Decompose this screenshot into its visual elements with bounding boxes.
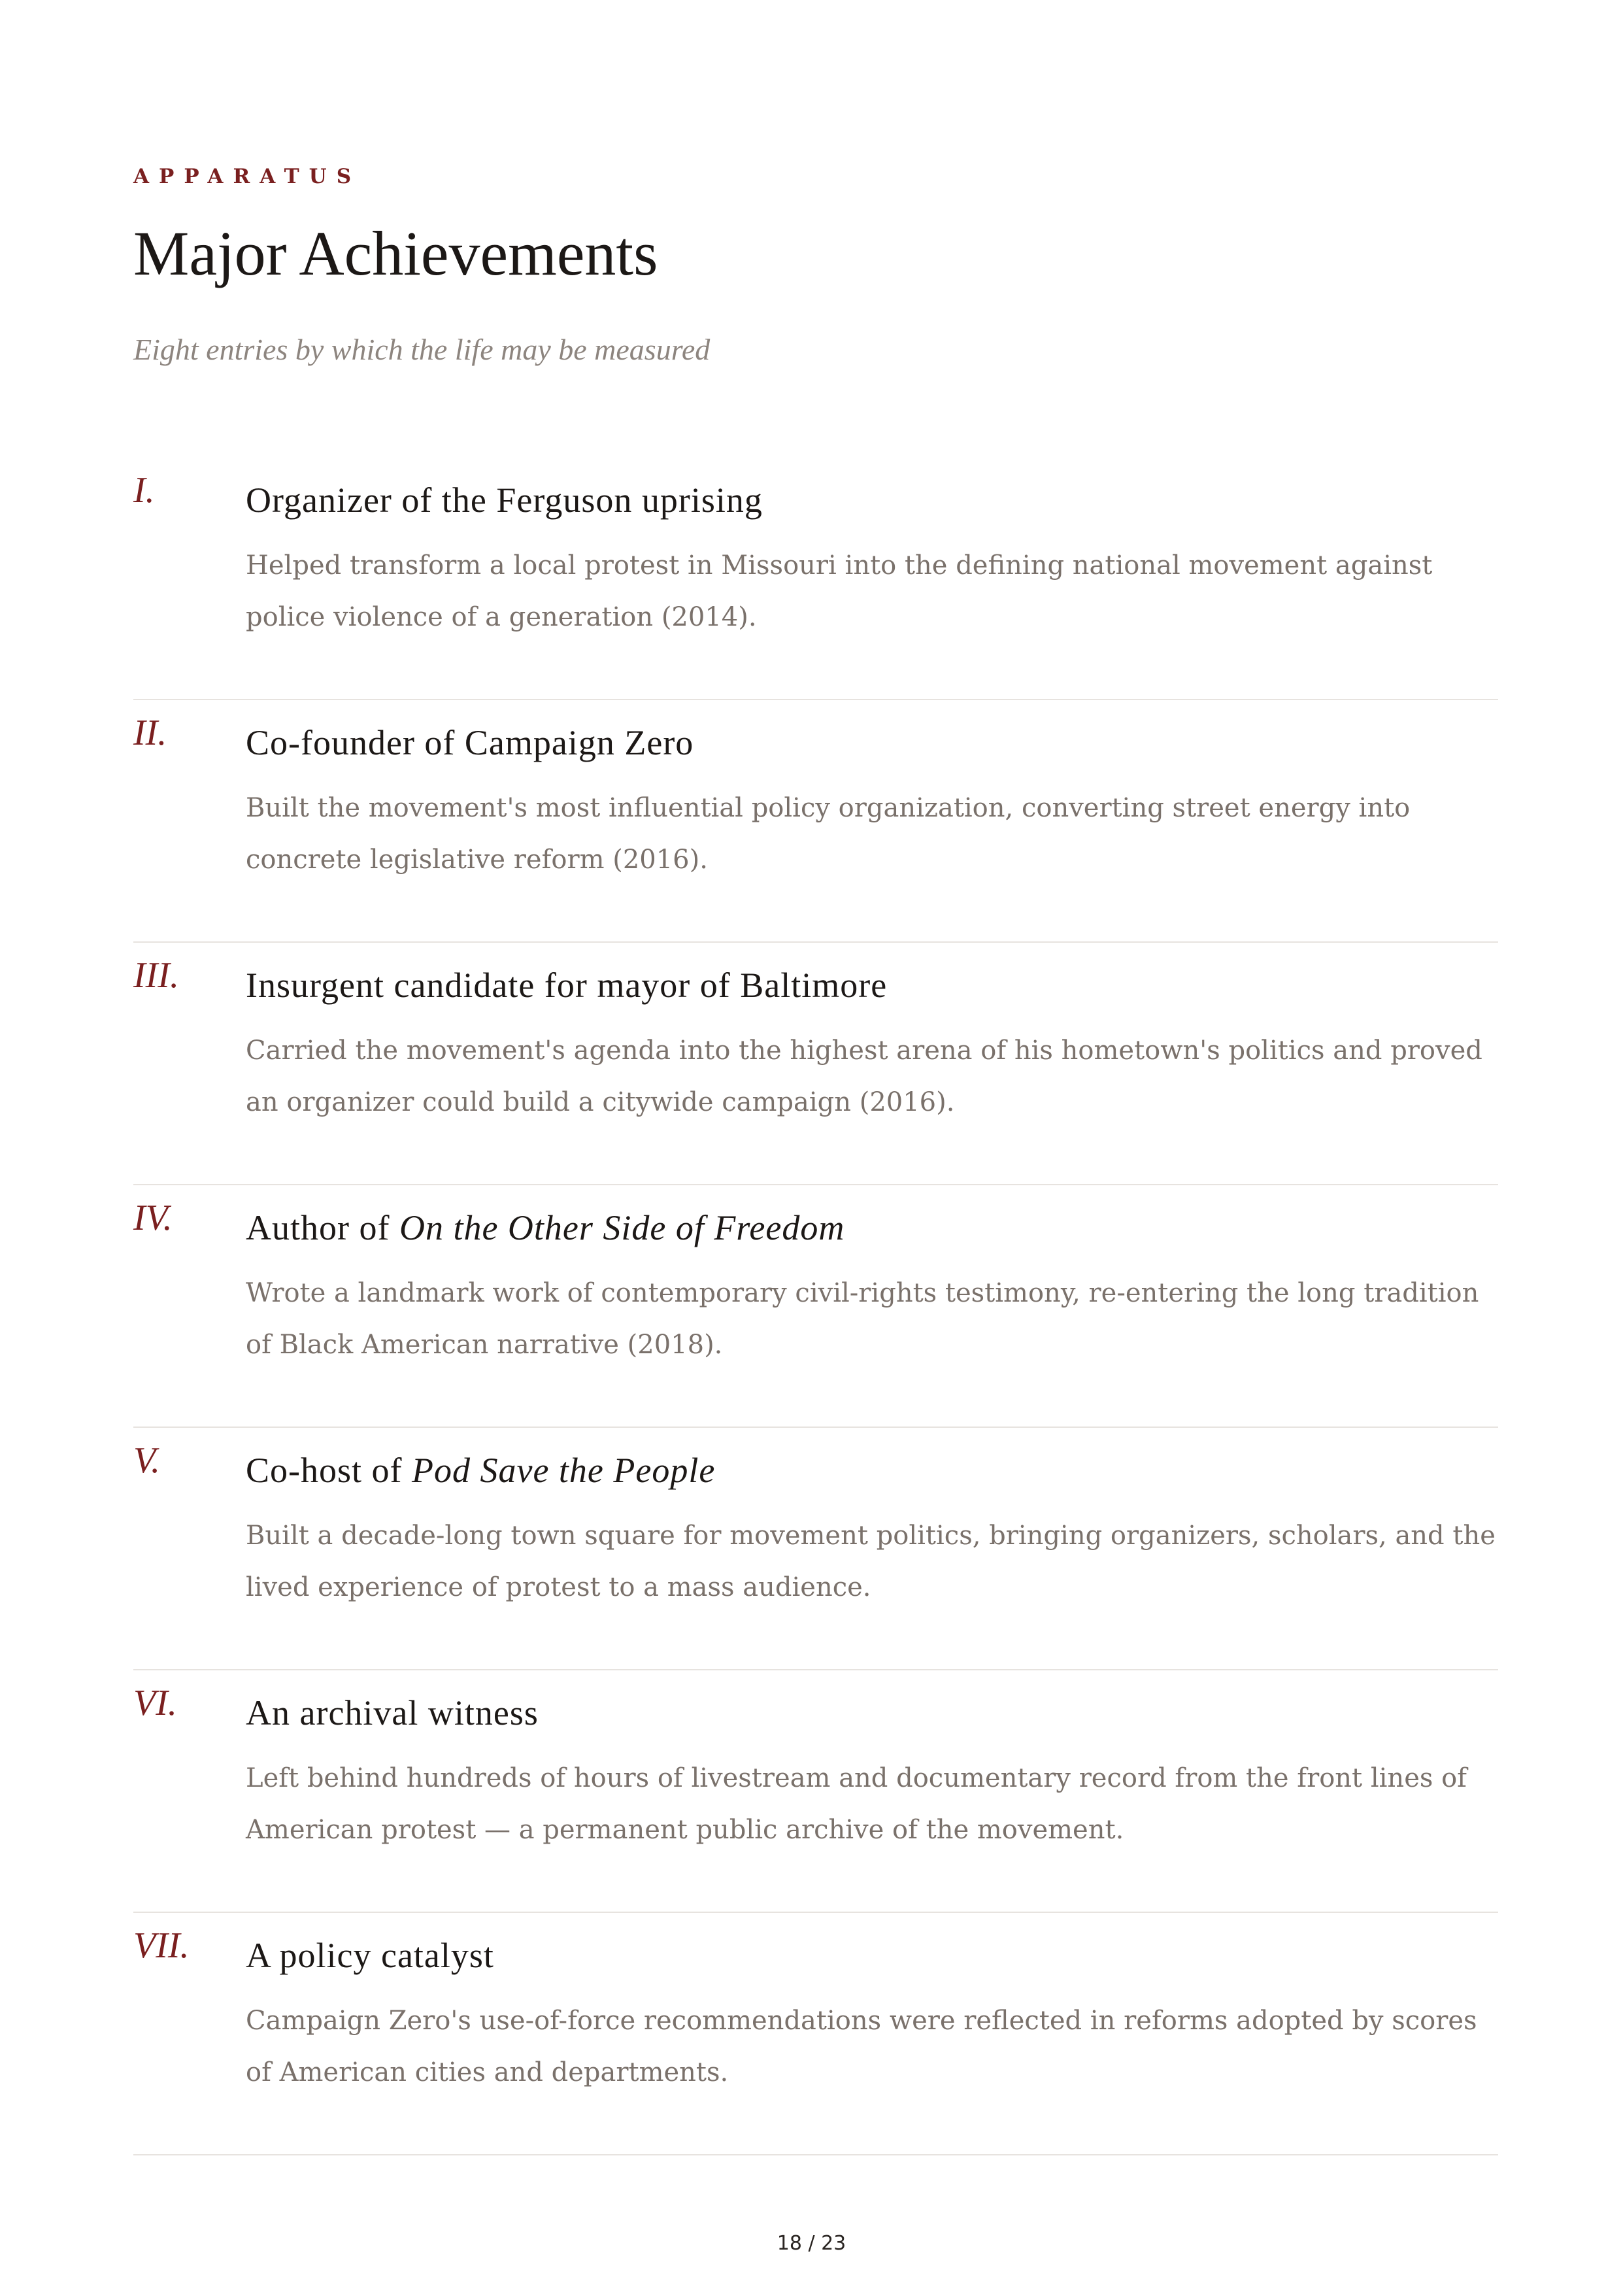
page-subtitle: Eight entries by which the life may be measured	[133, 333, 711, 366]
achievement-entry	[133, 1185, 1498, 1428]
entry-numeral: V.	[133, 1440, 160, 1481]
entry-description: Helped transform a local protest in Missouri into the defining national movement against police violence of a generation (2014).	[246, 550, 1433, 632]
entry-numeral: II.	[133, 713, 167, 753]
entry-title-text: Insurgent candidate for mayor of Baltimore	[246, 966, 888, 1005]
entry-title	[246, 1205, 845, 1251]
entry-description: Campaign Zero's use-of-force recommendations were reflected in reforms adopted by scores of American cities and departments.	[246, 2006, 1477, 2087]
entry-title-italic: On the Other Side of Freedom	[399, 1208, 845, 1247]
entry-title-text: An archival witness	[246, 1693, 539, 1732]
entry-title	[246, 720, 694, 766]
section-eyebrow: APPARATUS	[133, 165, 361, 188]
page-indicator: 18 / 23	[777, 2232, 846, 2255]
entry-numeral: VII.	[133, 1925, 190, 1966]
entry-title-text: Author of	[246, 1208, 399, 1247]
entry-numeral: VI.	[133, 1683, 177, 1723]
achievements-list	[133, 458, 1498, 2155]
entry-description: Left behind hundreds of hours of livestream and documentary record from the front lines of American protest — a permanent public archive of the movement.	[246, 1763, 1467, 1845]
entry-description: Carried the movement's agenda into the highest arena of his hometown's politics and proved an organizer could build a citywide campaign (2016).	[246, 1036, 1482, 1117]
entry-numeral: IV.	[133, 1198, 173, 1238]
entry-title	[246, 1933, 494, 1978]
achievement-entry	[133, 700, 1498, 943]
entry-title-text: Organizer of the Ferguson uprising	[246, 481, 763, 520]
entry-title	[246, 477, 763, 523]
achievement-entry	[133, 1428, 1498, 1670]
entry-description: Wrote a landmark work of contemporary civil-rights testimony, re-entering the long tradition of Black American narrative (2018).	[246, 1278, 1479, 1360]
page-title: Major Achievements	[133, 218, 658, 288]
entry-numeral: I.	[133, 470, 155, 511]
entry-title-text: A policy catalyst	[246, 1936, 494, 1975]
entry-title-text: Co-host of	[246, 1451, 412, 1490]
entry-title-text: Co-founder of Campaign Zero	[246, 723, 694, 762]
entry-title	[246, 962, 887, 1008]
achievement-entry	[133, 1913, 1498, 2155]
entry-title-italic: Pod Save the People	[412, 1451, 716, 1490]
entry-description: Built a decade-long town square for movement politics, bringing organizers, scholars, and the lived experience of protest to a mass audience.	[246, 1521, 1496, 1602]
entry-numeral: III.	[133, 955, 179, 996]
entry-description: Built the movement's most influential policy organization, converting street energy into concrete legislative reform (2016).	[246, 793, 1411, 875]
entry-title	[246, 1690, 539, 1736]
achievement-entry	[133, 1670, 1498, 1913]
achievement-entry	[133, 943, 1498, 1185]
achievement-entry	[133, 458, 1498, 700]
entry-title	[246, 1447, 715, 1493]
